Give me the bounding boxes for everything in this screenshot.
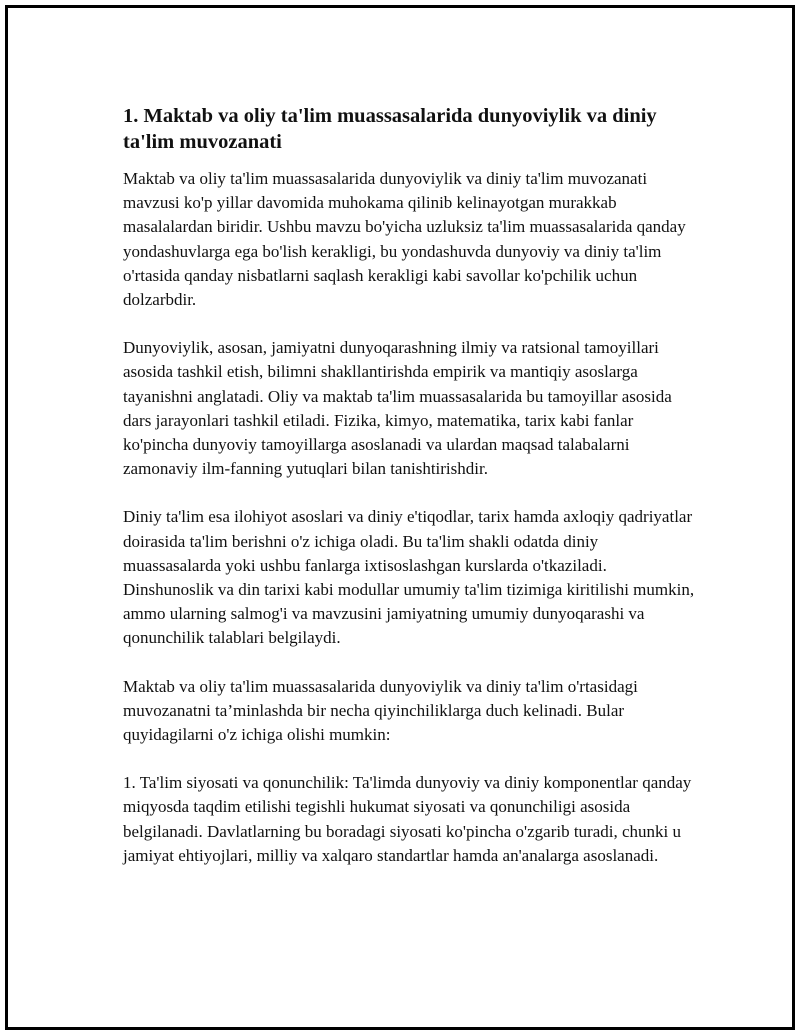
paragraph-religious-education: Diniy ta'lim esa ilohiyot asoslari va diniy e'tiqodlar, tarix hamda axloqiy qadriyatlar doirasida ta'lim berishni o'z ichiga oladi. Bu ta'lim shakli odatda diniy muassasalarda yoki ushbu fanlarga ixtisoslashgan kurslarda o'tkaziladi. Dinshunoslik va din tarixi kabi modullar umumiy ta'lim tizimiga kiritilishi mumkin, ammo ularning salmog'i va mavzusini jamiyatning umumiy dunyoqarashi va qonunchilik talablari belgilaydi. bbox=[123, 507, 695, 648]
paragraph-secularism: Dunyoviylik, asosan, jamiyatni dunyoqarashning ilmiy va ratsional tamoyillari asosida tashkil etish, bilimni shakllantirishda empirik va mantiqiy asoslarga tayanishni anglatadi. Oliy va maktab ta'lim muassasalarida bu tamoyillar asosida dars jarayonlari tashkil etiladi. Fizika, kimyo, matematika, tarix kabi fanlar ko'pincha dunyoviy tamoyillarga asoslanadi va ulardan maqsad talabalarni zamonaviy ilm-fanning yutuqlari bilan tanishtirishdir. bbox=[123, 338, 672, 479]
paragraph-intro: Maktab va oliy ta'lim muassasalarida dunyoviylik va diniy ta'lim muvozanati mavzusi ko'p yillar davomida muhokama qilinib kelinayotgan murakkab masalalardan biridir. Ushbu mavzu bo'yicha uzluksiz ta'lim muassasalarida qanday yondashuvlarga ega bo'lish kerakligi, bu yondashuvda dunyoviy va diniy ta'lim o'rtasida qanday nisbatlarni saqlash kerakligi kabi savollar ko'pchilik uchun dolzarbdir. bbox=[123, 169, 686, 310]
document-page bbox=[5, 5, 795, 1030]
paragraph-policy-legislation: 1. Ta'lim siyosati va qonunchilik: Ta'limda dunyoviy va diniy komponentlar qanday miqyosda taqdim etilishi tegishli hukumat siyosati va qonunchiligi asosida belgilanadi. Davlatlarning bu boradagi siyosati ko'pincha o'zgarib turadi, chunki u jamiyat ehtiyojlari, milliy va xalqaro standartlar hamda an'analarga asoslanadi. bbox=[123, 773, 692, 865]
document-body bbox=[123, 103, 695, 892]
paragraph-challenges: Maktab va oliy ta'lim muassasalarida dunyoviylik va diniy ta'lim o'rtasidagi muvozanatni ta’minlashda bir necha qiyinchiliklarga duch kelinadi. Bular quyidagilarni o'z ichiga olishi mumkin: bbox=[123, 676, 638, 745]
section-heading: 1. Maktab va oliy ta'lim muassasalarida dunyoviylik va diniy ta'lim muvozanati bbox=[123, 105, 657, 153]
